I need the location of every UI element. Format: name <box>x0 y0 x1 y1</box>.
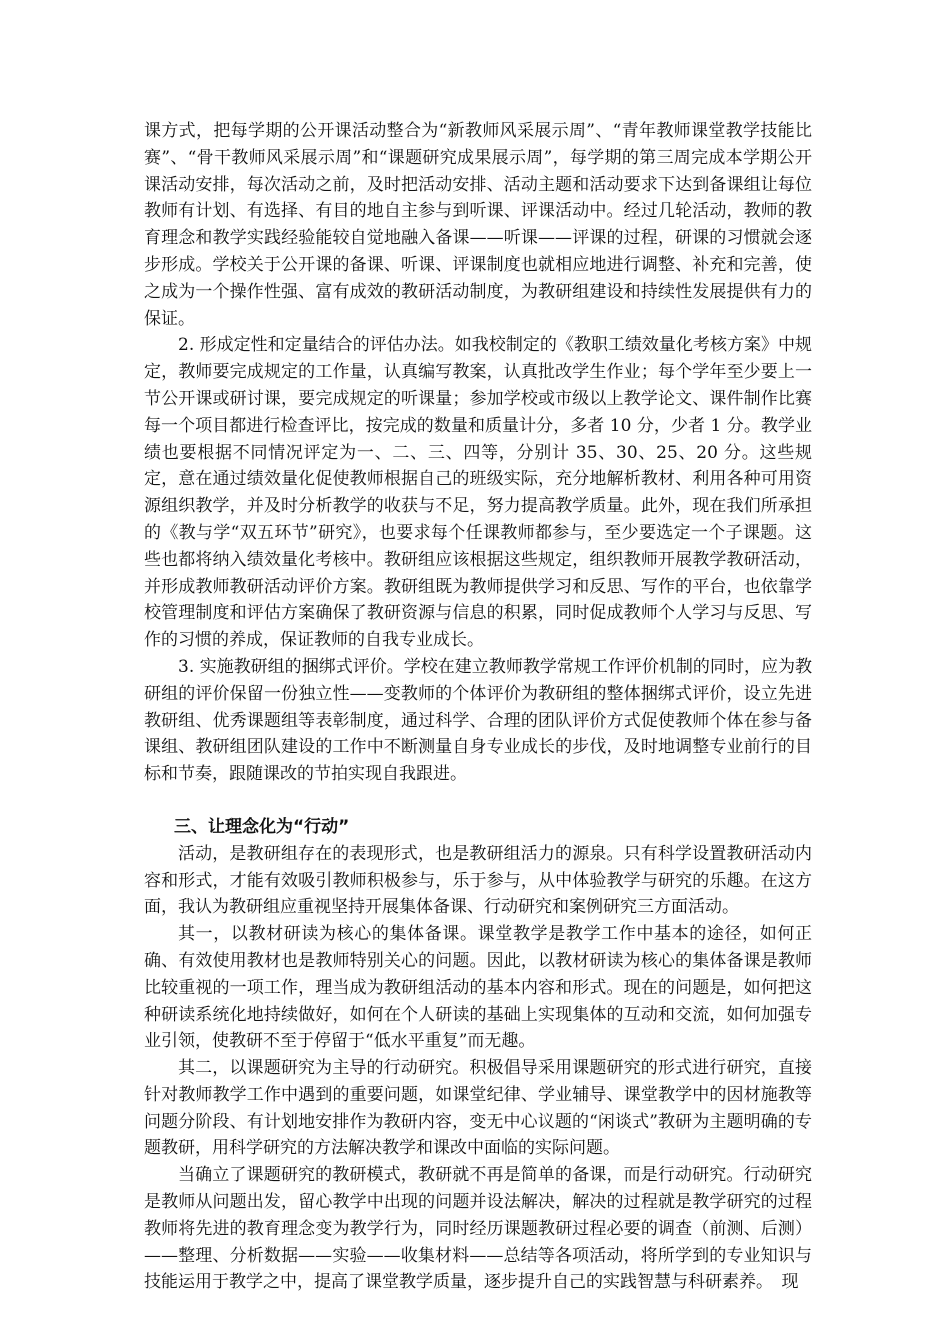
paragraph-action-research: 当确立了课题研究的教研模式，教研就不再是简单的备课，而是行动研究。行动研究是教师从问题出发，留心教学中出现的问题并设法解决，解决的过程就是教学研究的过程教师将先进的教育理念变为教学行为，同时经历课题教研过程必要的调查（前测、后测）——整理、分析数据——实验——收集材料——总结等各项活动，将所学到的专业知识与技能运用于教学之中，提高了课堂教学质量，逐步提升自己的实践智慧与科研素养。 现 <box>144 1165 812 1293</box>
paragraph-second-point: 其二，以课题研究为主导的行动研究。积极倡导采用课题研究的形式进行研究，直接针对教师教学工作中遇到的重要问题，如课堂纪律、学业辅导、课堂教学中的因材施教等问题分阶段、有计划地安排作为教研内容，变无中心议题的“闲谈式”教研为主题明确的专题教研，用科学研究的方法解决教学和课改中面临的实际问题。 <box>144 1058 812 1159</box>
section-intro-paragraph: 活动，是教研组存在的表现形式，也是教研组活力的源泉。只有科学设置教研活动内容和形式，才能有效吸引教师积极参与，乐于参与，从中体验教学与研究的乐趣。在这方面，我认为教研组应重视坚持开展集体备课、行动研究和案例研究三方面活动。 <box>144 843 812 918</box>
paragraph-continued: 课方式，把每学期的公开课活动整合为“新教师风采展示周”、“青年教师课堂教学技能比赛”、“骨干教师风采展示周”和“课题研究成果展示周”，每学期的第三周完成本学期公开课活动安排，每次活动之前，及时把活动安排、活动主题和活动要求下达到备课组让每位教师有计划、有选择、有目的地自主参与到听课、评课活动中。经过几轮活动，教师的教育理念和教学实践经验能较自觉地融入备课——听课——评课的过程，研课的习惯就会逐步形成。学校关于公开课的备课、听课、评课制度也就相应地进行调整、补充和完善，使之成为一个操作性强、富有成效的教研活动制度，为教研组建设和持续性发展提供有力的保证。 <box>144 121 812 329</box>
section-heading: 三、让理念化为“行动” <box>174 816 350 837</box>
paragraph-item-3: 3. 实施教研组的捆绑式评价。学校在建立教师教学常规工作评价机制的同时，应为教研组的评价保留一份独立性——变教师的个体评价为教研组的整体捆绑式评价，设立先进教研组、优秀课题组等表彰制度，通过科学、合理的团队评价方式促使教师个体在参与备课组、教研组团队建设的工作中不断测量自身专业成长的步伐，及时地调整专业前行的目标和节奏，跟随课改的节拍实现自我跟进。 <box>144 656 812 785</box>
document-body <box>144 118 812 1296</box>
section-spacer <box>144 788 812 814</box>
paragraph-first-point: 其一，以教材研读为核心的集体备课。课堂教学是教学工作中基本的途径，如何正确、有效使用教材也是教师特别关心的问题。因此，以教材研读为核心的集体备课是教师比较重视的一项工作，理当成为教研组活动的基本内容和形式。现在的问题是，如何把这种研读系统化地持续做好，如何在个人研读的基础上实现集体的互动和交流，如何加强专业引领，使教研不至于停留于“低水平重复”而无趣。 <box>144 924 812 1052</box>
paragraph-item-2: 2. 形成定性和定量结合的评估办法。如我校制定的《教职工绩效量化考核方案》中规定，教师要完成规定的工作量，认真编写教案，认真批改学生作业；每个学年至少要上一节公开课或研讨课，要完成规定的听课量；参加学校或市级以上教学论文、课件制作比赛每一个项目都进行检查评比，按完成的数量和质量计分，多者 10 分，少者 1 分。教学业绩也要根据不同情况评定为一、二、三、四等，分别计 35、30、25、20 分。这些规定，意在通过绩效量化促使教师根据自己的班级实际，充分地解析教材、利用各种可用资源组织教学，并及时分析教学的收获与不足，努力提高教学质量。此外，现在我们所承担的《教与学“双五环节”研究》，也要求每个任课教师都参与，至少要选定一个子课题。这些也都将纳入绩效量化考核中。教研组应该根据这些规定，组织教师开展教学教研活动，并形成教师教研活动评价方案。教研组既为教师提供学习和反思、写作的平台，也依靠学校管理制度和评估方案确保了教研资源与信息的积累，同时促成教师个人学习与反思、写作的习惯的养成，保证教师的自我专业成长。 <box>144 335 812 651</box>
